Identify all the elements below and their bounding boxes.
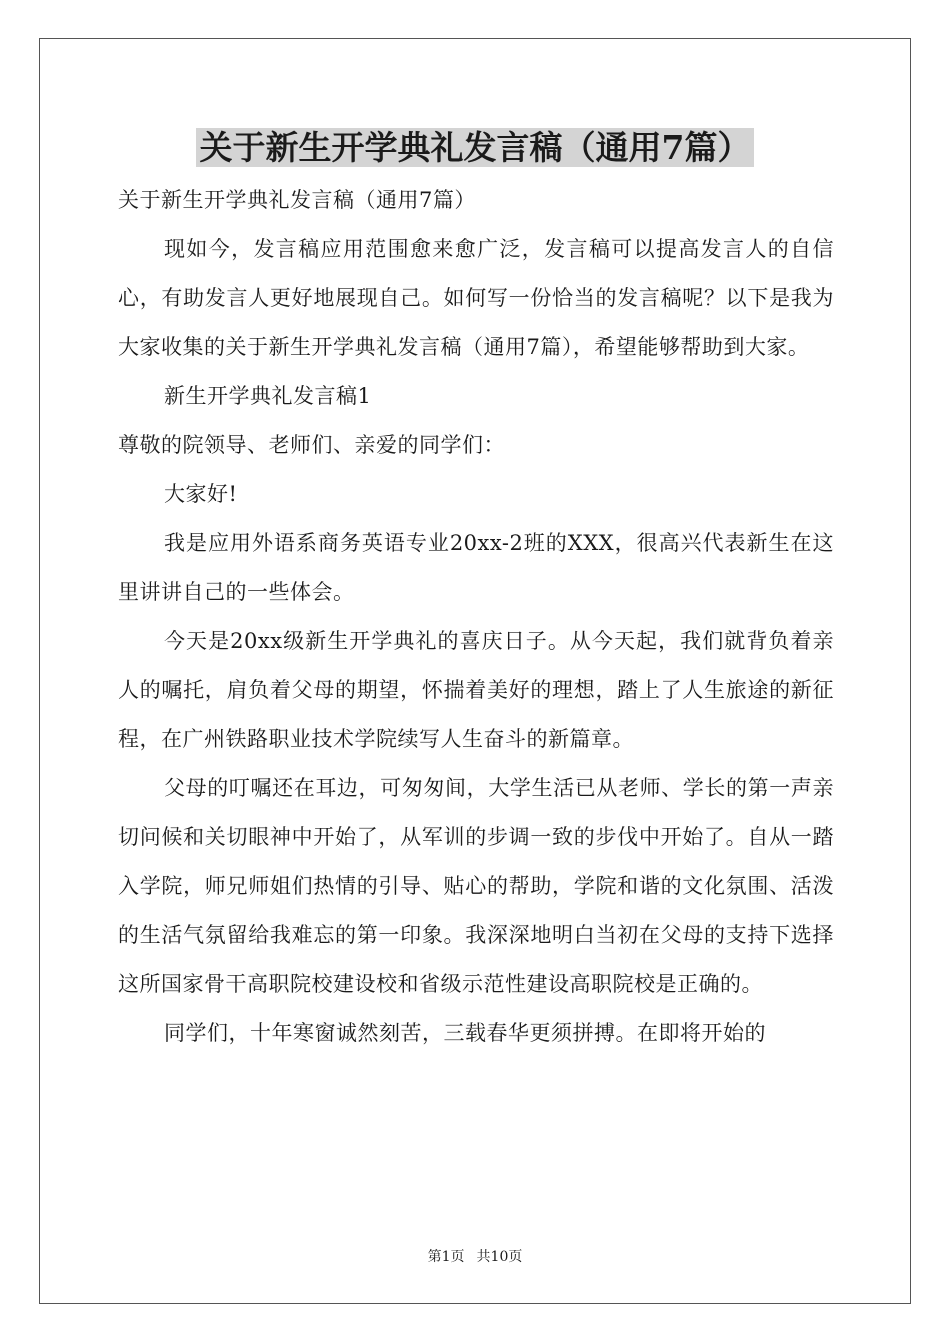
- page-footer: [0, 1247, 950, 1267]
- paragraph-body: 同学们，十年寒窗诚然刻苦，三载春华更须拼搏。在即将开始的: [164, 1021, 766, 1045]
- paragraph-salutation: 尊敬的院领导、老师们、亲爱的同学们：: [118, 433, 505, 457]
- paragraph-subtitle: 关于新生开学典礼发言稿（通用7篇）: [118, 188, 476, 212]
- section-heading: 新生开学典礼发言稿1: [164, 384, 372, 408]
- paragraph-intro: 现如今，发言稿应用范围愈来愈广泛，发言稿可以提高发言人的自信心，有助发言人更好地展现自己。如何写一份恰当的发言稿呢？以下是我为大家收集的关于新生开学典礼发言稿（通用7篇），希望能够帮助到大家。: [118, 237, 834, 359]
- paragraph-greeting: 大家好!: [164, 482, 238, 506]
- page-total: 共10页: [476, 1249, 523, 1265]
- paragraph-body: 今天是20xx级新生开学典礼的喜庆日子。从今天起，我们就背负着亲人的嘱托，肩负着父母的期望，怀揣着美好的理想，踏上了人生旅途的新征程，在广州铁路职业技术学院续写人生奋斗的新篇章。: [118, 629, 834, 751]
- paragraph-body: 我是应用外语系商务英语专业20xx-2班的XXX，很高兴代表新生在这里讲讲自己的一些体会。: [118, 531, 834, 604]
- paragraph-body: 父母的叮嘱还在耳边，可匆匆间，大学生活已从老师、学长的第一声亲切问候和关切眼神中开始了，从军训的步调一致的步伐中开始了。自从一踏入学院，师兄师姐们热情的引导、贴心的帮助，学院和谐的文化氛围、活泼的生活气氛留给我难忘的第一印象。我深深地明白当初在父母的支持下选择这所国家骨干高职院校建设校和省级示范性建设高职院校是正确的。: [118, 776, 834, 996]
- document-title-text: 关于新生开学典礼发言稿（通用7篇）: [196, 128, 755, 167]
- document-title: [0, 124, 950, 172]
- document-body: [118, 176, 834, 1058]
- page-number: 第1页: [427, 1249, 465, 1265]
